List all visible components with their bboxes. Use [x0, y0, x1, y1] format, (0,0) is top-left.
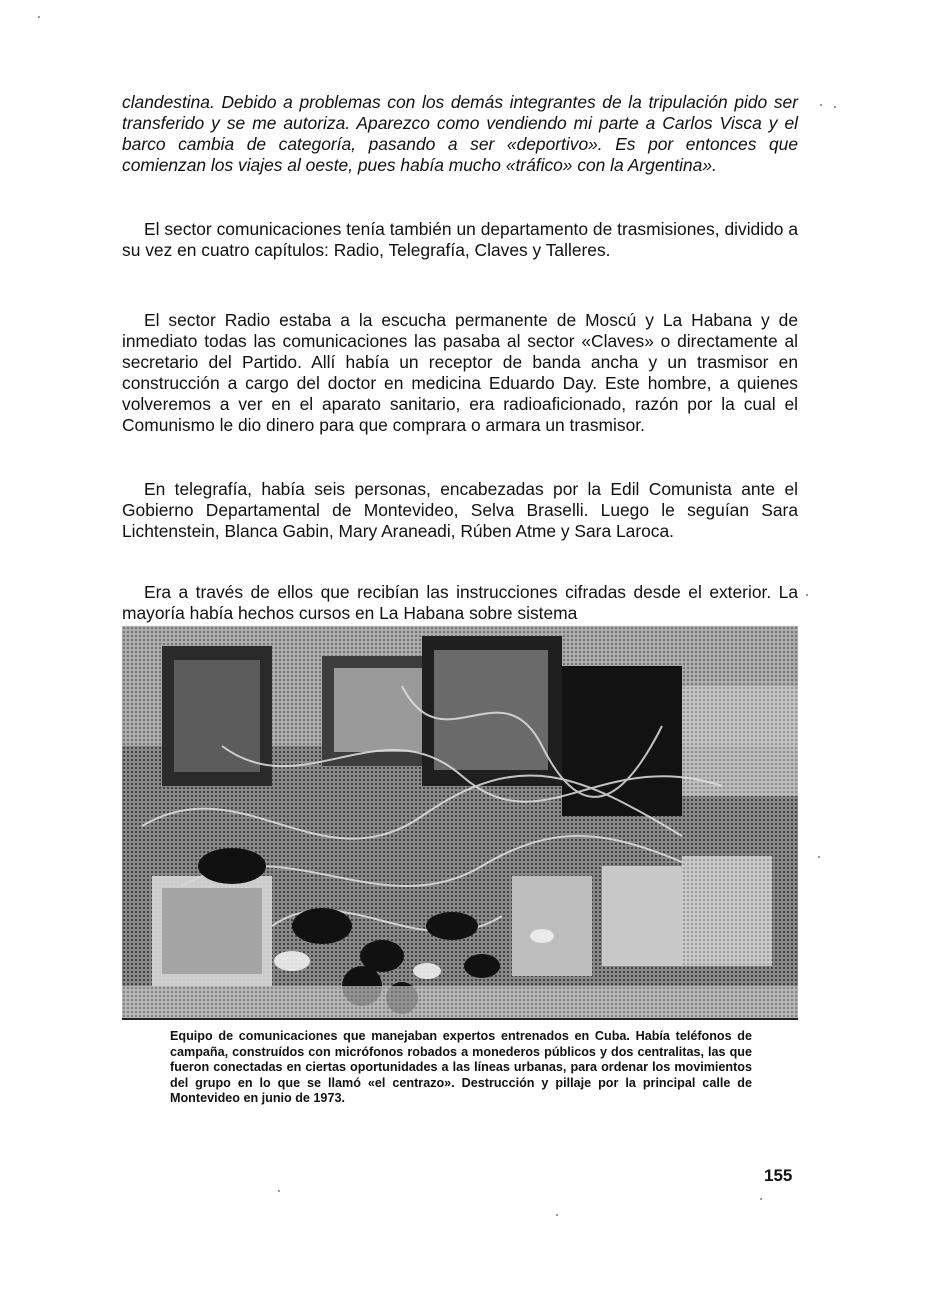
- communications-equipment-photo: [122, 626, 798, 1020]
- paragraph-4: En telegrafía, había seis personas, encabezadas por la Edil Comunista ante el Gobierno Departamental de Montevideo, Selva Braselli. Luego le seguían Sara Lichtenstein, Blanca Gabin, Mary Araneadi, Rúben Atme y Sara Laroca.: [122, 479, 798, 541]
- paragraph-3: El sector Radio estaba a la escucha permanente de Moscú y La Habana y de inmediato todas las comunicaciones las pasaba al sector «Claves» o directamente al secretario del Partido. Allí había un receptor de banda ancha y un trasmisor en construcción a cargo del doctor en medicina Eduardo Day. Este hombre, a quienes volveremos a ver en el aparato sanitario, era radioaficionado, razón por la cual el Comunismo le dio dinero para que comprara o armara un trasmisor.: [122, 310, 798, 435]
- scan-speck: [818, 856, 820, 858]
- scan-speck: [760, 1198, 762, 1200]
- scan-speck: [556, 1214, 558, 1216]
- paragraph-2: El sector comunicaciones tenía también un departamento de trasmisiones, dividido a su vez en cuatro capítulos: Radio, Telegrafía, Claves y Talleres.: [122, 219, 798, 260]
- paragraph-5: Era a través de ellos que recibían las instrucciones cifradas desde el exterior. La mayoría había hechos cursos en La Habana sobre sistema: [122, 582, 798, 623]
- photo-caption: Equipo de comunicaciones que manejaban expertos entrenados en Cuba. Había teléfonos de campaña, construídos con micrófonos robados a monederos públicos y dos centralitas, las que fueron conectadas en ciertas oportunidades a las líneas urbanas, para ordenar los movimientos del grupo en lo que se llamó «el centrazo». Destrucción y pillaje por la principal calle de Montevideo en junio de 1973.: [170, 1029, 752, 1105]
- scan-speck: [278, 1190, 280, 1192]
- photo-illustration: [122, 626, 798, 1018]
- scan-speck: [38, 16, 40, 18]
- scan-speck: [806, 594, 808, 596]
- scan-speck: [820, 104, 822, 106]
- paragraph-1: clandestina. Debido a problemas con los demás integrantes de la tripulación pido ser transferido y se me autoriza. Aparezco como vendiendo mi parte a Carlos Visca y el barco cambia de categoría, pasando a ser «deportivo». Es por entonces que comienzan los viajes al oeste, pues había mucho «tráfico» con la Argentina».: [122, 92, 798, 175]
- page-number: 155: [764, 1166, 793, 1185]
- scan-speck: [834, 106, 836, 108]
